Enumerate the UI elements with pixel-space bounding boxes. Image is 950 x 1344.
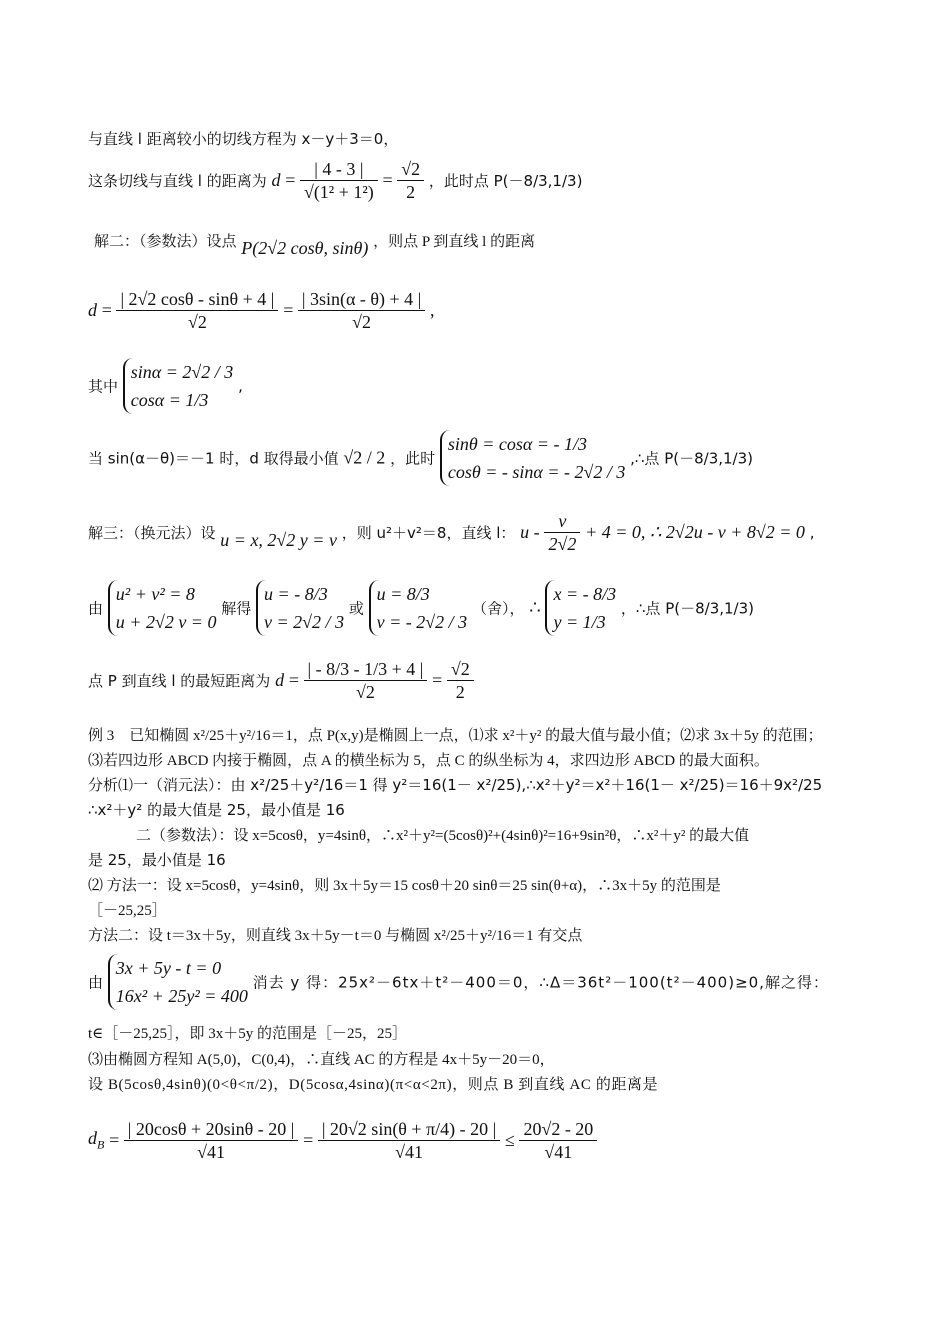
fraction-db-1: $\frac{| 20\cos\theta + 20\sin\theta - 20 |}{√41}$	[124, 1118, 299, 1163]
fraction-result: $\frac{√2}{2}$	[447, 658, 474, 703]
line2-suffix: ，此时点 P(－8/3,1/3)	[428, 172, 583, 190]
analysis-line-5: ⑵ 方法一：设 x=5cosθ，y=4sinθ，则 3x＋5y＝15 cosθ＋20 sinθ＝25 sin(θ+α)，∴3x＋5y 的范围是	[88, 878, 721, 894]
line5-prefix: 其中	[88, 377, 119, 396]
system-alpha: sinα = 2√2 / 3 cosα = 1/3	[123, 358, 233, 414]
line7-mid: ，则 u²＋v²＝8，直线 l：	[341, 524, 516, 542]
line8-drop: （舍），	[471, 601, 525, 618]
line3-suffix: ，则点 P 到直线 l 的距离	[373, 234, 536, 250]
line9-prefix: 点 P 到直线 l 的最短距离为	[88, 672, 271, 690]
analysis-line-10: ⑶由椭圆方程知 A(5,0)，C(0,4)，∴直线 AC 的方程是 4x＋5y－20＝0，	[88, 1052, 555, 1068]
fraction-v-over-2sqrt2: $\frac{v}{2√2}$	[544, 510, 580, 555]
analysis-8-suffix: 消去 y 得：25x²－6tx＋t²－400＝0，∴Δ＝36t²－100(t²－400)≥0,解之得：	[252, 973, 829, 992]
analysis-line-6: ［－25,25］	[88, 903, 167, 919]
line8-suffix: ，∴点 P(－8/3,1/3)	[620, 599, 755, 618]
example-3-line-1: 例 3 已知椭圆 x²/25＋y²/16＝1，点 P(x,y)是椭圆上一点，⑴求 x²＋y² 的最大值与最小值；⑵求 3x＋5y 的范围；	[88, 728, 823, 744]
system-line-ellipse: 3x + 5y - t = 0 16x² + 25y² = 400	[108, 954, 248, 1010]
text-line-8: 由 u² + v² = 8 u + 2√2 v = 0 解得 u = - 8/3 v = 2√2 / 3 或 u = 8/3 v = - 2√2 / 3 （舍）， ∴ x = - 8/3 y = 1/3 ，∴点 P(－8/3,1/3)	[88, 580, 754, 636]
analysis-line-11: 设 B(5cosθ,4sinθ)(0<θ<π/2)，D(5cosα,4sinα)(π<α<2π)，则点 B 到直线 AC 的距离是	[88, 1077, 659, 1093]
text-line-9: 点 P 到直线 l 的最短距离为 d = $\frac{| - 8/3 - 1/3 + 4 |}{√2}$ = $\frac{√2}{2}$	[88, 658, 474, 703]
analysis-line-4: 是 25，最小值是 16	[88, 851, 226, 869]
distance-formula: d = $\frac{| 2√2 \cos\theta - \sin\theta + 4 |}{√2}$ = $\frac{| 3\sin(\alpha - \theta) + 4 |}{√2}$ ,	[88, 289, 435, 332]
analysis-line-7: 方法二：设 t＝3x＋5y，则直线 3x＋5y－t＝0 与椭圆 x²/25＋y²/16＝1 有交点	[88, 928, 583, 944]
text-line-2: 这条切线与直线 l 的距离为 d = $\frac{| 4 - 3 |}{\text{√(1² + 1²)}}$ = $\frac{√2}{2}$ ，此时点 P(－8/3,1/3)	[88, 159, 583, 202]
analysis-line-3: 二（参数法）：设 x=5cosθ，y=4sinθ，∴x²＋y²=(5cosθ)²+(4sinθ)²=16+9sin²θ，∴x²＋y² 的最大值	[136, 828, 750, 844]
line6-mid: ，此时	[390, 449, 436, 468]
line8-prefix: 由	[88, 599, 104, 618]
text-line-5: 其中 sinα = 2√2 / 3 cosα = 1/3 ,	[88, 358, 243, 414]
line7-prefix: 解三：（换元法）设	[88, 526, 216, 542]
text-line-7: 解三：（换元法）设 u = x, 2√2 y = v ，则 u²＋v²＝8，直线 l： u - $\frac{v}{2√2}$ + 4 = 0, ∴ 2√2u - v + 8√2 = 0 ,	[88, 511, 815, 554]
analysis-line-9: t∈［－25,25］，即 3x＋5y 的范围是［－25，25］	[88, 1026, 408, 1042]
text-line-1: 与直线 l 距离较小的切线方程为 x－y＋3＝0，	[88, 130, 399, 148]
line8-solve: 解得	[221, 601, 252, 618]
example-3-line-2: ⑶若四边形 ABCD 内接于椭圆，点 A 的横坐标为 5，点 C 的纵坐标为 4，求四边形 ABCD 的最大面积。	[88, 753, 769, 769]
analysis-line-1: 分析⑴一（消元法）：由 x²/25＋y²/16＝1 得 y²＝16(1－ x²/25),∴x²＋y²＝x²＋16(1－ x²/25)＝16＋9x²/25	[88, 776, 823, 794]
analysis-line-8	[88, 954, 829, 1010]
fraction-db-3: $\frac{20√2 - 20}{√41}$	[519, 1118, 597, 1163]
fraction-sin-distance: $\frac{| 3\sin(\alpha - \theta) + 4 |}{√2}$	[298, 288, 425, 333]
text-line-3	[94, 230, 536, 258]
analysis-8-prefix: 由	[88, 973, 104, 992]
fraction-param-distance: $\frac{| 2√2 \cos\theta - \sin\theta + 4 |}{√2}$	[116, 288, 278, 333]
system-uv: u² + v² = 8 u + 2√2 v = 0	[108, 580, 217, 636]
fraction-shortest-distance: $\frac{| - 8/3 - 1/3 + 4 |}{√2}$	[304, 658, 428, 703]
line8-or: 或	[348, 601, 364, 618]
system-solution-1: u = - 8/3 v = 2√2 / 3	[256, 580, 344, 636]
point-param: P(2√2 cosθ, sinθ)	[241, 238, 369, 258]
system-solution-2: u = 8/3 v = - 2√2 / 3	[369, 580, 468, 636]
fraction-distance: $\frac{| 4 - 3 |}{\text{√(1² + 1²)}}$	[300, 158, 378, 203]
fraction-sqrt2-over-2: $\frac{√2}{2}$	[397, 158, 424, 203]
line6-suffix: ,∴点 P(－8/3,1/3)	[630, 449, 754, 468]
equals: =	[285, 170, 300, 190]
line3-prefix: 解二：（参数法）设点	[94, 234, 237, 250]
text-line-6: 当 sin(α－θ)＝－1 时，d 取得最小值 √2 / 2 ，此时 sinθ = cosα = - 1/3 cosθ = - sinα = - 2√2 / 3 ,∴点 P(－8/3,1/3)	[88, 430, 753, 486]
formula-d: d	[271, 170, 281, 190]
system-xy: x = - 8/3 y = 1/3	[545, 580, 616, 636]
fraction-db-2: $\frac{| 20√2 \sin(\theta + \pi/4) - 20 |}{√41}$	[318, 1118, 500, 1163]
system-theta: sinθ = cosα = - 1/3 cosθ = - sinα = - 2√2 / 3	[440, 430, 625, 486]
line6-prefix: 当 sin(α－θ)＝－1 时，d 取得最小值	[88, 449, 339, 468]
analysis-line-2: ∴x²＋y² 的最大值是 25，最小值是 16	[88, 801, 345, 819]
distance-b-formula: $d_B$ = $\frac{| 20\cos\theta + 20\sin\theta - 20 |}{√41}$ = $\frac{| 20√2 \sin(\theta + \pi/4) - 20 |}{√41}$ ≤ $\frac{20√2 - 20}{√41}$	[88, 1118, 597, 1163]
line2-prefix: 这条切线与直线 l 的距离为	[88, 172, 267, 190]
